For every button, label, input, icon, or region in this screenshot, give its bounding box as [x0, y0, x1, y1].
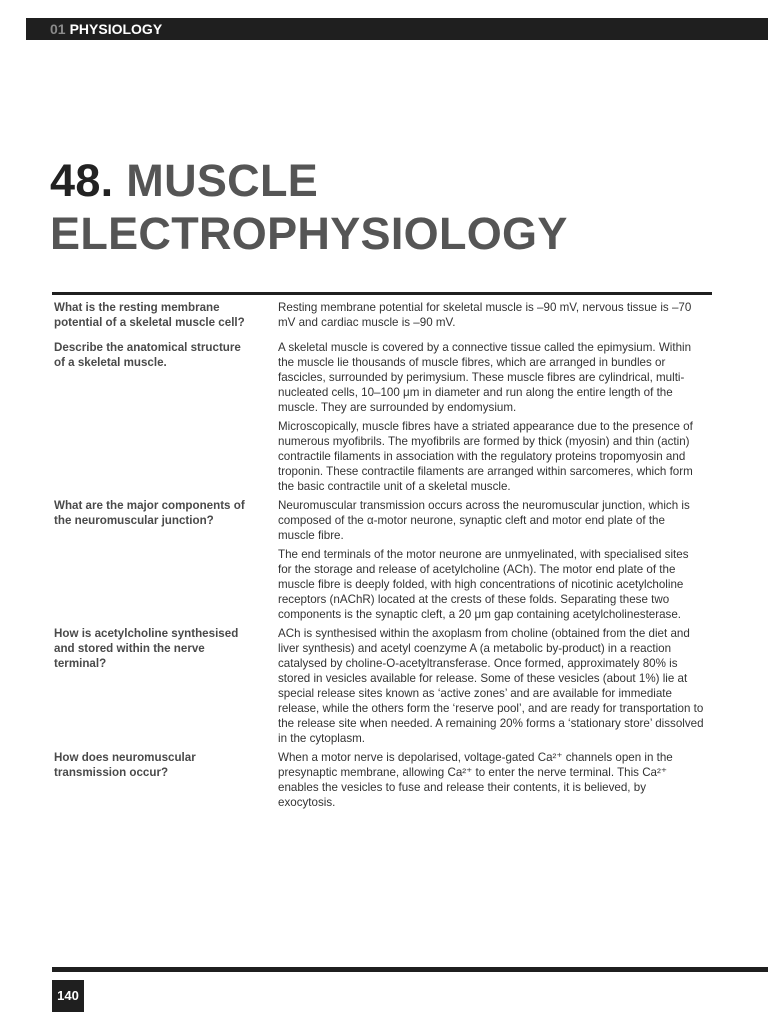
top-rule	[52, 292, 712, 295]
answer-paragraph: ACh is synthesised within the axoplasm from choline (obtained from the diet and liver synthesis) and acetyl coenzyme A (a metabolic by-product) in a reaction catalysed by choline-O-acetyltransferase. Once formed, approximately 80% is stored in vesicles available for release. Some of these vesicles (about 1%) lie at special release sites known as ‘active zones’ and are available for immediate release, while the others form the ‘reserve pool’, and are ready for transportation to the release site when needed. A remaining 20% forms a ‘stationary store’ dissolved in the cytoplasm.	[278, 627, 704, 745]
page-number: 140	[52, 980, 84, 1012]
header-section-name: PHYSIOLOGY	[69, 21, 163, 37]
question: How does neuromuscular transmission occur?	[54, 751, 196, 779]
answer	[278, 498, 704, 626]
answer	[278, 340, 704, 498]
chapter-title-line1: MUSCLE	[126, 155, 319, 206]
answer-paragraph: The end terminals of the motor neurone are unmyelinated, with specialised sites for the storage and release of acetylcholine (ACh). The motor end plate of the muscle fibre is deeply folded, with high concentrations of nicotinic acetylcholine receptors (nAChR) located at the crests of these folds. Separating these two components is the synaptic cleft, a 20 μm gap containing acetylcholinesterase.	[278, 548, 689, 621]
question: What are the major components of the neuromuscular junction?	[54, 499, 245, 527]
answer-paragraph: When a motor nerve is depolarised, voltage-gated Ca²⁺ channels open in the presynaptic membrane, allowing Ca²⁺ to enter the nerve terminal. This Ca²⁺ enables the vesicles to fuse and release their contents, it is believed, by exocytosis.	[278, 751, 673, 809]
question: Describe the anatomical structure of a skeletal muscle.	[54, 341, 241, 369]
running-header	[26, 18, 768, 40]
qa-row	[54, 498, 704, 626]
question: How is acetylcholine synthesised and stored within the nerve terminal?	[54, 627, 239, 670]
bottom-rule	[52, 967, 768, 972]
qa-row	[54, 340, 704, 498]
answer-paragraph: A skeletal muscle is covered by a connective tissue called the epimysium. Within the muscle lie thousands of muscle fibres, which are arranged in bundles or fascicles, surrounded by perimysium. These muscle fibres are cylindrical, multi-nucleated cells, 10–100 μm in diameter and run along the entire length of the muscle. They are surrounded by endomysium.	[278, 341, 692, 414]
chapter-title-line2: ELECTROPHYSIOLOGY	[50, 208, 568, 259]
answer	[278, 626, 704, 750]
qa-row	[54, 750, 704, 814]
question: What is the resting membrane potential of a skeletal muscle cell?	[54, 301, 245, 329]
chapter-number: 48.	[50, 155, 114, 206]
qa-row	[54, 300, 704, 334]
answer-paragraph: Microscopically, muscle fibres have a striated appearance due to the presence of numerous myofibrils. The myofibrils are formed by thick (myosin) and thin (actin) contractile filaments in association with the regulatory proteins tropomyosin and troponin. These contractile filaments are arranged within sarcomeres, which form the basic contractile unit of a skeletal muscle.	[278, 420, 693, 493]
answer	[278, 750, 704, 814]
answer-paragraph: Resting membrane potential for skeletal muscle is –90 mV, nervous tissue is –70 mV and cardiac muscle is –90 mV.	[278, 301, 692, 329]
chapter-title	[50, 154, 730, 260]
header-chapter-number: 01	[50, 21, 66, 37]
answer	[278, 300, 704, 334]
qa-content	[54, 300, 704, 814]
answer-paragraph: Neuromuscular transmission occurs across the neuromuscular junction, which is composed of the α-motor neurone, synaptic cleft and motor end plate of the muscle fibre.	[278, 499, 690, 542]
qa-row	[54, 626, 704, 750]
